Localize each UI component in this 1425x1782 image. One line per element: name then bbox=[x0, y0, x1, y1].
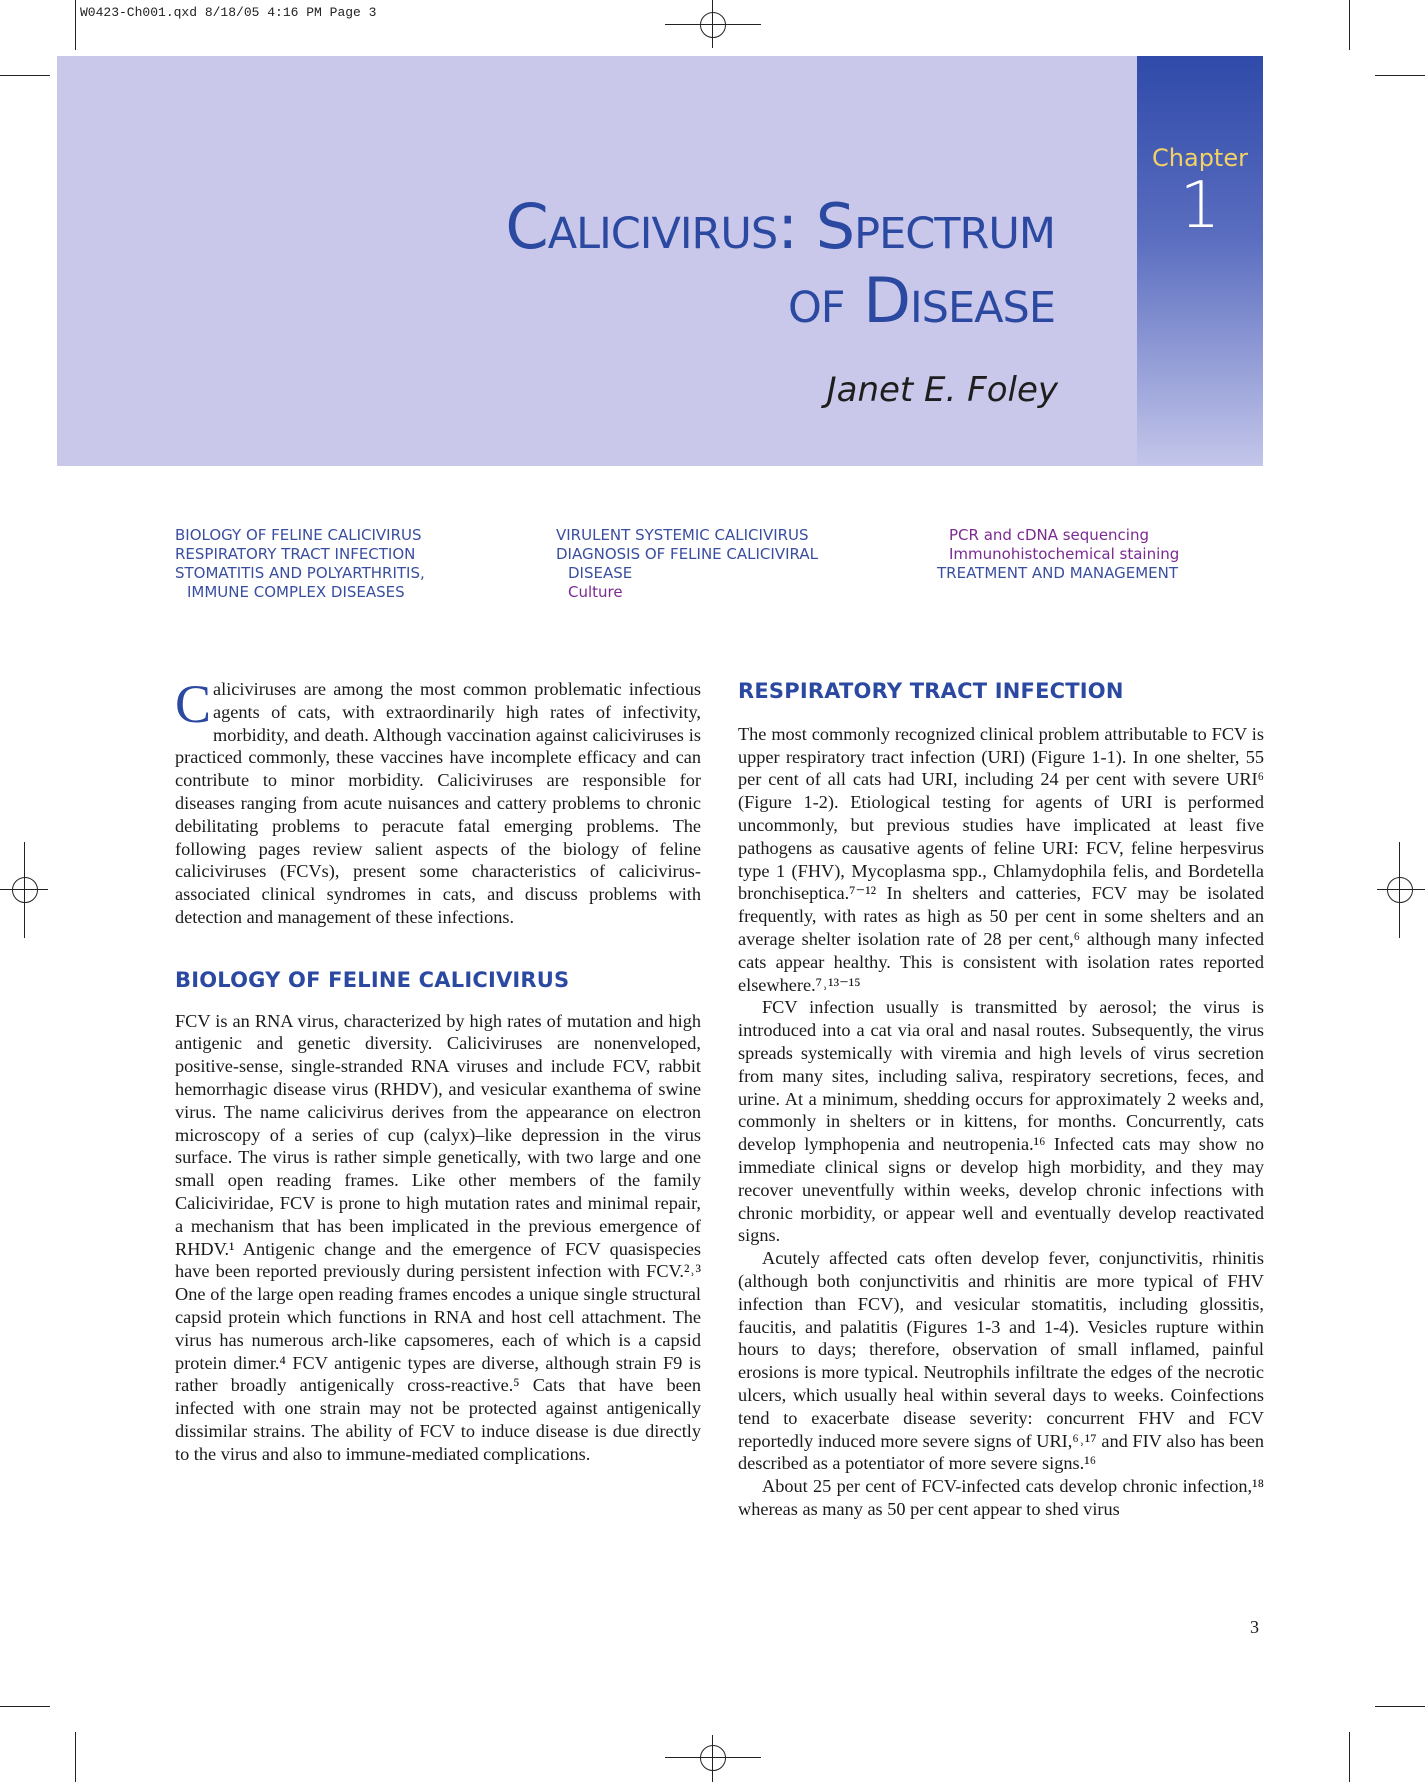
crop-mark bbox=[0, 75, 50, 76]
registration-mark bbox=[1387, 877, 1413, 903]
title-line-2: of Disease bbox=[787, 264, 1055, 337]
registration-mark bbox=[700, 12, 726, 38]
registration-line bbox=[24, 842, 25, 938]
registration-mark bbox=[700, 1745, 726, 1771]
right-column bbox=[738, 680, 1264, 1521]
toc-subitem: Culture bbox=[568, 583, 623, 601]
toc-column-1 bbox=[175, 526, 425, 602]
body-paragraph: The most commonly recognized clinical problem attributable to FCV is upper respiratory tract infection (URI) (Figure 1-1). In one shelter, 55 per cent of all cats had URI, including 24 per cent with severe URI⁶ (Figure 1-2). Etiological testing for agents of URI is performed uncommonly, but previous studies have implicated at least five pathogens as causative agents of feline URI: FCV, feline herpesvirus type 1 (FHV), Mycoplasma spp., Chlamydophila felis, and Bordetella bronchiseptica.⁷⁻¹² In shelters and catteries, FCV may be isolated frequently, with rates as high as 50 per cent in some shelters and an average shelter isolation rate of 28 per cent,⁶ although many infected cats appear healthy. This is consistent with isolation rates reported elsewhere.⁷˒¹³⁻¹⁵ bbox=[738, 723, 1264, 995]
body-paragraph: FCV is an RNA virus, characterized by high rates of mutation and high antigenic and genetic diversity. Caliciviruses are nonenveloped, positive-sense, single-stranded RNA viruses and include FCV, rabbit hemorrhagic disease virus (RHDV), and vesicular exanthema of swine virus. The name calicivirus derives from the appearance on electron microscopy of a series of cup (calyx)–like depression in the virus surface. The virus is rather simple genetically, with two large and one small open reading frames. Like other members of the family Caliciviridae, FCV is prone to high mutation rates and minimal repair, a mechanism that has been implicated in the previous emergence of RHDV.¹ Antigenic change and the emergence of FCV quasispecies have been reported previously during persistent infection with FCV.²˒³ One of the large open reading frames encodes a unique single structural capsid protein which functions in RNA and host cell attachment. The virus has numerous arch-like capsomeres, each of which is a capsid protein dimer.⁴ FCV antigenic types are diverse, although strain F9 is rather broadly antigenically cross-reactive.⁵ Cats that have been infected with one strain may not be protected against antigenically dissimilar strains. The ability of FCV to induce disease is due directly to the virus and also to immune-mediated complications. bbox=[175, 1010, 701, 1464]
registration-mark bbox=[12, 877, 38, 903]
body-paragraph: About 25 per cent of FCV-infected cats develop chronic infection,¹⁸ whereas as many as 50 per cent appear to shed virus bbox=[738, 1476, 1264, 1519]
chapter-number: 1 bbox=[1179, 169, 1221, 243]
chapter-label: Chapter bbox=[1152, 144, 1248, 172]
toc-subitem: PCR and cDNA sequencing bbox=[949, 526, 1149, 544]
crop-mark bbox=[1375, 1706, 1425, 1707]
crop-mark bbox=[1349, 0, 1350, 50]
registration-line bbox=[1377, 889, 1425, 890]
body-paragraph: FCV infection usually is transmitted by aerosol; the virus is introduced into a cat via oral and nasal routes. Subsequently, the virus spreads systemically with viremia and high levels of virus secretion from many sites, including saliva, respiratory secretions, feces, and urine. At a minimum, shedding occurs for approximately 2 weeks and, commonly in shelters or in kittens, for months. Concurrently, cats develop lymphopenia and neutropenia.¹⁶ Infected cats may show no immediate clinical signs or develop high morbidity, and they may recover uneventfully within weeks, develop chronic infections with chronic morbidity, or appear well and eventually develop reactivated signs. bbox=[738, 997, 1264, 1246]
title-line-1: Calicivirus: Spectrum bbox=[505, 190, 1055, 263]
crop-mark bbox=[1349, 1732, 1350, 1782]
left-column bbox=[175, 674, 701, 1466]
drop-cap: C bbox=[175, 674, 212, 734]
registration-line bbox=[665, 24, 761, 25]
print-slug: W0423-Ch001.qxd 8/18/05 4:16 PM Page 3 bbox=[80, 5, 377, 20]
toc-column-3 bbox=[937, 526, 1179, 583]
toc-item: VIRULENT SYSTEMIC CALICIVIRUS bbox=[556, 526, 809, 544]
toc-item: DISEASE bbox=[568, 564, 633, 582]
registration-line bbox=[1399, 842, 1400, 938]
crop-mark bbox=[0, 1706, 50, 1707]
section-heading: BIOLOGY OF FELINE CALICIVIRUS bbox=[175, 967, 570, 992]
crop-mark bbox=[75, 0, 76, 50]
crop-mark bbox=[75, 1732, 76, 1782]
toc-item: RESPIRATORY TRACT INFECTION bbox=[175, 545, 416, 563]
intro-text: aliciviruses are among the most common problematic infectious agents of cats, with extraordinarily high rates of infectivity, morbidity, and death. Although vaccination against caliciviruses is practiced commonly, these vaccines have incomplete efficacy and can contribute to minor morbidity. Caliciviruses are responsible for diseases ranging from acute nuisances and cattery problems to chronic debilitating problems to peracute fatal emerging problems. The following pages review salient aspects of the biology of feline caliciviruses (FCVs), present some characteristics of calicivirus-associated clinical syndromes in cats, and discuss problems with detection and management of these infections. bbox=[175, 679, 701, 927]
intro-paragraph bbox=[175, 674, 701, 929]
toc-item: IMMUNE COMPLEX DISEASES bbox=[187, 583, 405, 601]
registration-line bbox=[712, 1735, 713, 1782]
toc-item: STOMATITIS AND POLYARTHRITIS, bbox=[175, 564, 425, 582]
author-name: Janet E. Foley bbox=[826, 370, 1058, 410]
toc-subitem: Immunohistochemical staining bbox=[949, 545, 1180, 563]
chapter-tab bbox=[1137, 56, 1263, 466]
registration-line bbox=[665, 1757, 761, 1758]
crop-mark bbox=[1375, 75, 1425, 76]
section-heading: RESPIRATORY TRACT INFECTION bbox=[738, 679, 1124, 703]
page-number: 3 bbox=[1250, 1617, 1259, 1637]
chapter-title bbox=[505, 190, 1055, 338]
registration-line bbox=[712, 0, 713, 48]
toc-item: TREATMENT AND MANAGEMENT bbox=[937, 564, 1179, 582]
toc-column-2 bbox=[556, 526, 818, 602]
body-paragraph: Acutely affected cats often develop fever, conjunctivitis, rhinitis (although both conjunctivitis and rhinitis are more typical of FHV infection than FCV), and vesicular stomatitis, including glossitis, faucitis, and palatitis (Figures 1-3 and 1-4). Vesicles rupture within hours to days; therefore, observation of small inflamed, painful erosions is more typical. Neutrophils infiltrate the edges of the necrotic ulcers, which usually heal within several days to weeks. Coinfections tend to exacerbate disease severity: concurrent FHV and FCV reportedly induced more severe signs of URI,⁶˒¹⁷ and FIV also has been described as a potentiator of more severe signs.¹⁶ bbox=[738, 1248, 1264, 1474]
toc-item: DIAGNOSIS OF FELINE CALICIVIRAL bbox=[556, 545, 818, 563]
toc-item: BIOLOGY OF FELINE CALICIVIRUS bbox=[175, 526, 422, 544]
